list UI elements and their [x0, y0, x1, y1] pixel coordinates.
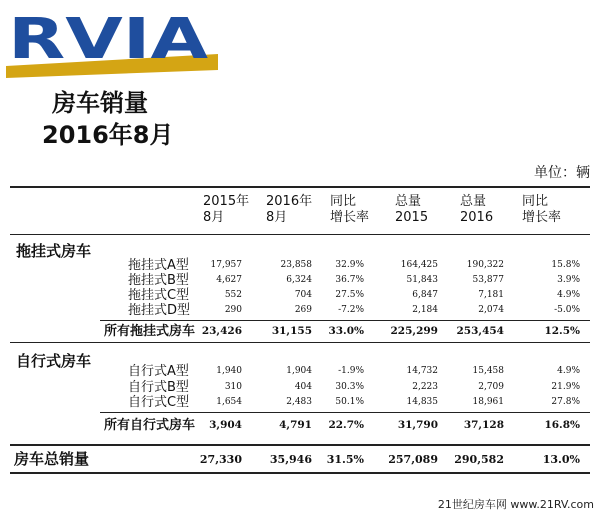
grand-total-row [0, 452, 600, 470]
subtotal-label: 所有拖挂式房车 [104, 324, 196, 339]
cell-total-2016: 53,877 [472, 275, 504, 285]
cell-yoy-total: 4.9% [557, 366, 580, 376]
cell-yoy-month: -7.2% [338, 305, 364, 315]
section-motorhome: 自行式房车 [16, 352, 92, 370]
cell-2015-aug: 1,654 [216, 397, 242, 407]
page-title: 房车销量 [52, 89, 148, 117]
col-header-2015-aug: 2015年 8月 [203, 194, 250, 225]
row-label: 自行式A型 [128, 364, 189, 379]
cell-total-2016: 18,961 [472, 397, 504, 407]
col-header-2016-aug: 2016年 8月 [266, 194, 313, 225]
cell-2016-aug: 269 [294, 305, 312, 315]
total-top-rule [10, 444, 590, 446]
cell-yoy-total: -5.0% [554, 305, 580, 315]
page-subtitle-date: 2016年8月 [42, 121, 174, 149]
cell-yoy-month: 22.7% [328, 419, 364, 431]
cell-yoy-total: 15.8% [551, 260, 580, 270]
cell-total-2016: 290,582 [454, 453, 504, 466]
cell-2015-aug: 23,426 [201, 325, 242, 337]
cell-2016-aug: 2,483 [286, 397, 312, 407]
cell-total-2016: 15,458 [472, 366, 504, 376]
cell-total-2015: 2,223 [412, 382, 438, 392]
cell-yoy-month: 50.1% [335, 397, 364, 407]
section-towable: 拖挂式房车 [16, 242, 92, 260]
cell-total-2015: 257,089 [388, 453, 438, 466]
row-label: 自行式B型 [128, 380, 189, 395]
cell-yoy-month: 36.7% [335, 275, 364, 285]
cell-2016-aug: 31,155 [271, 325, 312, 337]
grand-total-label: 房车总销量 [14, 450, 90, 468]
row-label: 自行式C型 [128, 395, 190, 410]
subtotal-row-towable [0, 324, 600, 339]
col-header-yoy-total: 同比 增长率 [522, 194, 562, 225]
logo-text: RVIA [8, 8, 209, 72]
motorhome-rule [100, 412, 590, 413]
cell-total-2016: 2,074 [478, 305, 504, 315]
table-row [0, 258, 600, 273]
table-row [0, 364, 600, 379]
cell-yoy-month: 33.0% [328, 325, 364, 337]
site-watermark: 21世纪房车网 www.21RV.com [437, 498, 594, 511]
cell-yoy-month: 31.5% [326, 453, 364, 466]
table-row [0, 380, 600, 395]
col-header-yoy-month: 同比 增长率 [330, 194, 370, 225]
total-bottom-rule [10, 472, 590, 474]
top-rule [10, 186, 590, 188]
cell-2015-aug: 552 [224, 290, 242, 300]
table-row [0, 303, 600, 318]
table-row [0, 395, 600, 410]
towable-rule [100, 320, 590, 321]
cell-yoy-total: 13.0% [542, 453, 580, 466]
cell-yoy-month: 32.9% [335, 260, 364, 270]
cell-yoy-total: 3.9% [557, 275, 580, 285]
cell-yoy-total: 21.9% [551, 382, 580, 392]
row-label: 拖挂式C型 [128, 288, 190, 303]
cell-total-2015: 6,847 [412, 290, 438, 300]
cell-yoy-total: 27.8% [551, 397, 580, 407]
cell-yoy-total: 16.8% [544, 419, 580, 431]
cell-total-2015: 2,184 [412, 305, 438, 315]
subtotal-row-motorhome [0, 418, 600, 433]
cell-2016-aug: 6,324 [286, 275, 312, 285]
cell-2015-aug: 17,957 [210, 260, 242, 270]
cell-total-2015: 14,835 [406, 397, 438, 407]
cell-yoy-total: 4.9% [557, 290, 580, 300]
row-label: 拖挂式D型 [128, 303, 191, 318]
row-label: 拖挂式A型 [128, 258, 189, 273]
cell-2015-aug: 3,904 [209, 419, 242, 431]
cell-total-2015: 14,732 [406, 366, 438, 376]
cell-total-2016: 2,709 [478, 382, 504, 392]
cell-total-2016: 7,181 [478, 290, 504, 300]
cell-2016-aug: 404 [294, 382, 312, 392]
cell-2016-aug: 4,791 [279, 419, 312, 431]
cell-total-2015: 164,425 [400, 260, 438, 270]
cell-2015-aug: 4,627 [216, 275, 242, 285]
cell-total-2016: 190,322 [466, 260, 504, 270]
cell-total-2015: 31,790 [397, 419, 438, 431]
cell-2016-aug: 1,904 [286, 366, 312, 376]
cell-2016-aug: 704 [294, 290, 312, 300]
table-row [0, 273, 600, 288]
row-label: 拖挂式B型 [128, 273, 189, 288]
cell-2015-aug: 1,940 [216, 366, 242, 376]
cell-total-2015: 225,299 [390, 325, 438, 337]
cell-yoy-month: 27.5% [335, 290, 364, 300]
unit-label: 单位：辆 [534, 165, 590, 181]
cell-total-2016: 37,128 [463, 419, 504, 431]
subtotal-label: 所有自行式房车 [104, 418, 196, 433]
cell-yoy-total: 12.5% [544, 325, 580, 337]
cell-yoy-month: -1.9% [338, 366, 364, 376]
col-header-total-2015: 总量 2015 [395, 194, 429, 225]
col-header-total-2016: 总量 2016 [460, 194, 494, 225]
cell-total-2016: 253,454 [456, 325, 504, 337]
header-rule [10, 234, 590, 235]
cell-2016-aug: 35,946 [269, 453, 312, 466]
cell-2015-aug: 310 [224, 382, 242, 392]
cell-2015-aug: 290 [224, 305, 242, 315]
cell-yoy-month: 30.3% [335, 382, 364, 392]
cell-total-2015: 51,843 [406, 275, 438, 285]
table-row [0, 288, 600, 303]
section-rule [10, 342, 590, 343]
cell-2016-aug: 23,858 [280, 260, 312, 270]
rvia-logo [6, 8, 218, 78]
cell-2015-aug: 27,330 [199, 453, 242, 466]
